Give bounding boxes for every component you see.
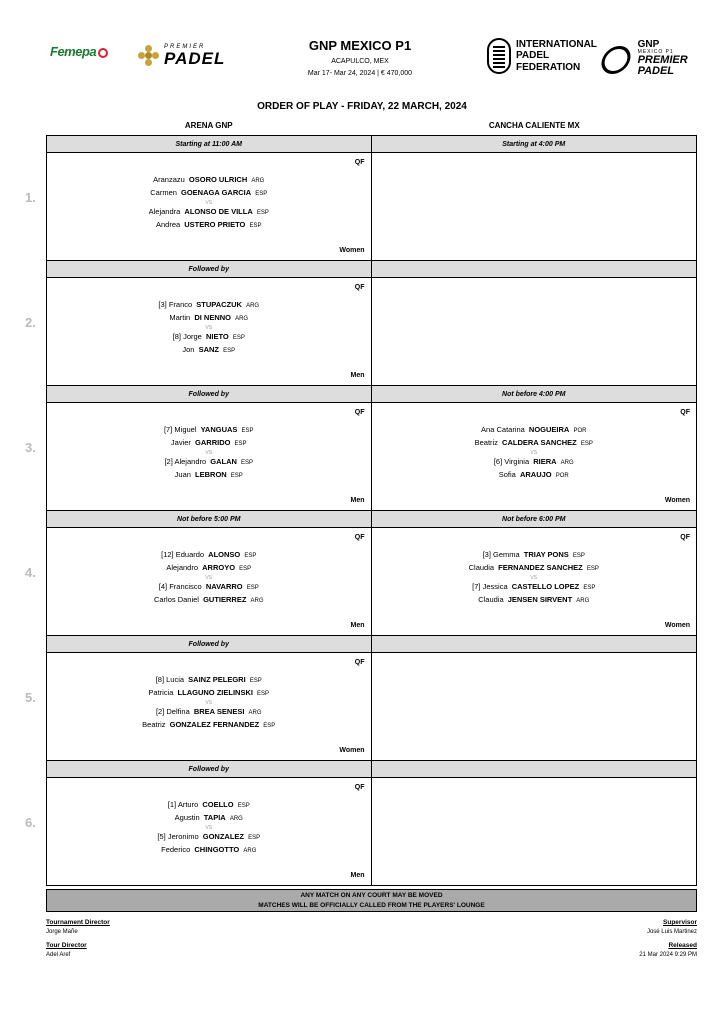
player-first-name: Beatriz <box>142 720 166 729</box>
player-seed: [12] <box>161 550 174 559</box>
player-first-name: Gemma <box>493 550 520 559</box>
player-surname: TRIAY PONS <box>523 550 569 559</box>
vs-label: VS <box>205 700 213 706</box>
player-surname: YANGUAS <box>200 425 238 434</box>
player <box>372 456 697 469</box>
premier-padel-star-icon <box>138 45 160 67</box>
player <box>47 312 371 325</box>
player-surname: ALONSO DE VILLA <box>184 207 253 216</box>
vs-label: VS <box>205 450 213 456</box>
match-row <box>25 510 697 635</box>
tournament-dates-prize: Mar 17- Mar 24, 2024 | € 470,000 <box>307 70 413 77</box>
player-surname: ARROYO <box>202 563 236 572</box>
match-round: QF <box>354 534 365 541</box>
court-header-2: CANCHA CALIENTE MX <box>488 121 580 130</box>
player-nationality: ESP <box>256 210 269 216</box>
notice-line-2: MATCHES WILL BE OFFICIALLY CALLED FROM THE PLAYERS' LOUNGE <box>258 902 485 909</box>
match-category: Men <box>350 497 365 504</box>
player-nationality: ESP <box>223 348 236 354</box>
start-time-label: Followed by <box>47 386 372 402</box>
player <box>47 687 371 700</box>
tournament-director <box>46 919 110 935</box>
player <box>47 562 371 575</box>
match-category: Women <box>664 497 690 504</box>
notice-line-1: ANY MATCH ON ANY COURT MAY BE MOVED <box>300 892 443 899</box>
player-first-name: Delfina <box>166 707 190 716</box>
player <box>372 594 697 607</box>
match-category: Men <box>350 872 365 879</box>
player-seed: [6] <box>493 457 503 466</box>
player <box>47 719 371 732</box>
player-nationality: ESP <box>237 803 250 809</box>
player-first-name: Aranzazu <box>153 175 185 184</box>
time-bar <box>47 636 696 653</box>
match-row <box>25 385 697 510</box>
supervisor <box>647 919 697 935</box>
player-surname: LEBRON <box>195 470 227 479</box>
match-players <box>47 674 371 732</box>
player-surname: TAPIA <box>203 813 226 822</box>
vs-label: VS <box>205 325 213 331</box>
femepa-logo <box>50 44 108 59</box>
tour-director <box>46 942 87 958</box>
player-nationality: ESP <box>239 566 252 572</box>
player-first-name: Claudia <box>478 595 504 604</box>
player-surname: LLAGUNO ZIELINSKI <box>177 688 253 697</box>
player-seed: [7] <box>163 425 173 434</box>
fip-logo <box>487 38 597 74</box>
tournament-name: GNP MEXICO P1 <box>308 38 412 53</box>
row-number: 5. <box>25 690 36 705</box>
player-surname: NAVARRO <box>205 582 243 591</box>
player <box>47 812 371 825</box>
court-header-1: ARENA GNP <box>184 121 233 130</box>
player-nationality: ESP <box>232 335 245 341</box>
gnp-text: GNP <box>637 39 660 50</box>
player-nationality: ESP <box>248 835 261 841</box>
player-first-name: Francisco <box>169 582 202 591</box>
start-time-label: Starting at 11:00 AM <box>47 136 372 152</box>
player-surname: RIERA <box>533 457 557 466</box>
match-category: Men <box>350 622 365 629</box>
tournament-location: ACAPULCO, MEX <box>331 58 389 65</box>
tournament-director-label: Tournament Director <box>46 919 110 926</box>
premier-padel-logo <box>138 44 225 67</box>
player-seed: [2] <box>164 457 173 466</box>
premier-big-text: PADEL <box>164 49 226 68</box>
player-seed: [5] <box>157 832 166 841</box>
player <box>47 206 371 219</box>
match-players <box>47 549 371 607</box>
match-round: QF <box>354 159 365 166</box>
femepa-swirl-icon <box>98 48 108 58</box>
match-rows <box>25 135 697 886</box>
player-first-name: Sofia <box>498 470 516 479</box>
player-surname: CHINGOTTO <box>194 845 240 854</box>
player-surname: NIETO <box>205 332 229 341</box>
player-nationality: ARG <box>235 316 249 322</box>
time-bar <box>47 761 696 778</box>
tournament-header <box>285 38 435 77</box>
match-players <box>47 174 371 232</box>
match-row <box>25 635 697 760</box>
match-round: QF <box>354 409 365 416</box>
player-surname: ALONSO <box>208 550 241 559</box>
player-surname: GOENAGA GARCIA <box>181 188 252 197</box>
match-cell <box>372 528 697 635</box>
player-nationality: ARG <box>229 816 243 822</box>
player-surname: CASTELLO LOPEZ <box>511 582 580 591</box>
match-round: QF <box>354 659 365 666</box>
row-number: 1. <box>25 190 36 205</box>
player-first-name: Agustin <box>174 813 200 822</box>
player-first-name: Alejandro <box>174 457 207 466</box>
premier-small-text: PREMIER <box>164 44 206 50</box>
player-first-name: Alejandro <box>166 563 199 572</box>
start-time-label: Followed by <box>47 261 372 277</box>
player-nationality: ESP <box>583 585 596 591</box>
player-seed: [3] <box>158 300 167 309</box>
row-number: 4. <box>25 565 36 580</box>
match-round: QF <box>680 534 690 541</box>
player-first-name: Alejandra <box>148 207 181 216</box>
player <box>47 594 371 607</box>
player-first-name: Patricia <box>148 688 174 697</box>
start-time-label: Not before 6:00 PM <box>502 516 566 523</box>
player-nationality: POR <box>555 473 569 479</box>
player <box>372 437 697 450</box>
row-number: 6. <box>25 815 36 830</box>
player-nationality: ESP <box>257 691 270 697</box>
player-seed: [4] <box>158 582 168 591</box>
time-bar <box>47 261 696 278</box>
start-time-label <box>372 761 697 777</box>
player <box>372 469 697 482</box>
time-bar <box>47 511 696 528</box>
player-surname: DI NENNO <box>194 313 231 322</box>
player-nationality: ARG <box>248 710 262 716</box>
match-players <box>372 549 697 607</box>
player-nationality: ARG <box>243 848 257 854</box>
player-surname: GARRIDO <box>195 438 231 447</box>
player-surname: STUPACZUK <box>196 300 242 309</box>
gnp-logo <box>596 40 724 77</box>
player <box>47 674 371 687</box>
player-nationality: ARG <box>560 460 574 466</box>
order-of-play-title: ORDER OF PLAY - FRIDAY, 22 MARCH, 2024 <box>257 101 467 112</box>
start-time-label: Followed by <box>47 636 372 652</box>
player-first-name: Carmen <box>150 188 177 197</box>
padel-ball-icon <box>487 38 511 74</box>
player-first-name: Eduardo <box>175 550 205 559</box>
player-first-name: Jessica <box>482 582 508 591</box>
match-cell <box>47 653 372 760</box>
player <box>47 437 371 450</box>
time-bar <box>47 136 696 153</box>
player-nationality: ESP <box>580 441 593 447</box>
player <box>47 344 371 357</box>
player-surname: GONZALEZ <box>202 832 245 841</box>
player <box>372 424 697 437</box>
supervisor-name: José Luis Martinez <box>646 929 697 935</box>
start-time-label <box>372 261 697 277</box>
player-seed: [2] <box>155 707 165 716</box>
vs-label: VS <box>205 575 213 581</box>
order-of-play-grid <box>25 117 697 886</box>
player <box>372 581 697 594</box>
vs-label: VS <box>205 825 213 831</box>
player <box>47 187 371 200</box>
player-nationality: ESP <box>234 441 247 447</box>
match-cell <box>47 153 372 260</box>
player-first-name: Jeronimo <box>167 832 199 841</box>
player-surname: GALAN <box>210 457 237 466</box>
tour-director-name: Adel Aref <box>46 952 71 958</box>
racket-icon <box>596 42 635 76</box>
match-row <box>25 260 697 385</box>
player-seed: [8] <box>155 675 165 684</box>
gnp-premier-text: PREMIER PADEL <box>637 54 688 77</box>
player-nationality: POR <box>573 428 587 434</box>
player-first-name: Claudia <box>468 563 495 572</box>
match-category: Women <box>339 247 365 254</box>
player-surname: CALDERA SANCHEZ <box>502 438 577 447</box>
time-bar <box>47 386 696 403</box>
released-timestamp: 21 Mar 2024 9:29 PM <box>639 952 697 958</box>
fip-line-2: PADEL <box>516 50 550 62</box>
player-nationality: ESP <box>255 191 268 197</box>
player-surname: USTERO PRIETO <box>184 220 246 229</box>
player-seed: [1] <box>167 800 177 809</box>
vs-label: VS <box>530 575 538 581</box>
released <box>639 942 697 958</box>
femepa-logo-text: Femepa <box>50 44 97 59</box>
player <box>47 831 371 844</box>
start-time-label: Followed by <box>47 761 372 777</box>
start-time-label <box>372 636 697 652</box>
player-first-name: Juan <box>174 470 191 479</box>
player <box>47 469 371 482</box>
tournament-director-name: Jorge Mañe <box>46 929 78 935</box>
match-round: QF <box>354 784 365 791</box>
supervisor-label: Supervisor <box>663 919 697 926</box>
released-label: Released <box>668 942 697 949</box>
vs-label: VS <box>205 200 213 206</box>
match-category: Women <box>664 622 690 629</box>
player <box>47 549 371 562</box>
player-first-name: Andrea <box>155 220 181 229</box>
match-players <box>47 299 371 357</box>
match-row <box>25 760 697 886</box>
player-surname: FERNANDEZ SANCHEZ <box>498 563 583 572</box>
match-cell <box>372 153 697 260</box>
row-number: 2. <box>25 315 36 330</box>
player-surname: GUTIERREZ <box>203 595 247 604</box>
player-first-name: Virginia <box>504 457 530 466</box>
player-nationality: ESP <box>230 473 243 479</box>
start-time-label: Not before 5:00 PM <box>47 511 372 527</box>
player <box>47 174 371 187</box>
match-cell <box>47 278 372 385</box>
notice-banner <box>46 889 697 912</box>
player-nationality: ESP <box>241 460 254 466</box>
player-nationality: ESP <box>572 553 585 559</box>
match-round: QF <box>354 284 365 291</box>
player <box>47 456 371 469</box>
player-nationality: ARG <box>251 178 265 184</box>
player-nationality: ARG <box>250 598 264 604</box>
match-cell <box>372 778 697 885</box>
player-first-name: Lucia <box>166 675 185 684</box>
player <box>47 299 371 312</box>
player-first-name: Franco <box>168 300 193 309</box>
player-surname: JENSEN SIRVENT <box>507 595 573 604</box>
vs-label: VS <box>530 450 538 456</box>
match-cell <box>372 653 697 760</box>
tour-director-label: Tour Director <box>46 942 87 949</box>
player-nationality: ESP <box>249 678 262 684</box>
player-first-name: Carlos Daniel <box>153 595 199 604</box>
player-first-name: Jorge <box>183 332 202 341</box>
player-surname: SAINZ PELEGRI <box>188 675 246 684</box>
match-category: Men <box>350 372 365 379</box>
start-time-label: Not before 4:00 PM <box>502 391 566 398</box>
player-first-name: Beatriz <box>474 438 498 447</box>
match-cell <box>47 403 372 510</box>
player <box>372 549 697 562</box>
player-first-name: Arturo <box>177 800 199 809</box>
player-first-name: Jon <box>182 345 195 354</box>
player-nationality: ESP <box>263 723 276 729</box>
match-category: Women <box>339 747 365 754</box>
player-seed: [8] <box>172 332 181 341</box>
player-surname: NOGUEIRA <box>528 425 570 434</box>
match-row <box>25 135 697 260</box>
fip-line-3: FEDERATION <box>516 61 581 73</box>
player-surname: COELLO <box>202 800 234 809</box>
match-players <box>47 424 371 482</box>
player-surname: SANZ <box>198 345 219 354</box>
player-first-name: Ana Catarina <box>481 425 525 434</box>
player-nationality: ARG <box>246 303 260 309</box>
player <box>47 219 371 232</box>
match-cell <box>47 528 372 635</box>
player-seed: [7] <box>472 582 481 591</box>
player <box>47 706 371 719</box>
player-surname: ARAUJO <box>519 470 552 479</box>
start-time-label: Starting at 4:00 PM <box>502 141 566 148</box>
player-nationality: ESP <box>249 223 262 229</box>
court-headers <box>46 117 697 135</box>
player-nationality: ESP <box>586 566 599 572</box>
player-surname: GONZALEZ FERNANDEZ <box>169 720 260 729</box>
row-number: 3. <box>25 440 36 455</box>
player-nationality: ESP <box>244 553 257 559</box>
player <box>47 331 371 344</box>
player <box>47 424 371 437</box>
player-first-name: Javier <box>170 438 191 447</box>
match-round: QF <box>680 409 690 416</box>
match-players <box>372 424 697 482</box>
player <box>372 562 697 575</box>
player-first-name: Federico <box>161 845 191 854</box>
player <box>47 844 371 857</box>
player-nationality: ESP <box>241 428 254 434</box>
player-first-name: Martin <box>169 313 191 322</box>
player-surname: OSORO ULRICH <box>188 175 248 184</box>
player-nationality: ESP <box>246 585 259 591</box>
match-cell <box>372 278 697 385</box>
match-cell <box>47 778 372 885</box>
match-players <box>47 799 371 857</box>
player-nationality: ARG <box>576 598 590 604</box>
player <box>47 581 371 594</box>
gnp-subtext: MEXICO P1 <box>637 49 674 55</box>
player-first-name: Miguel <box>174 425 197 434</box>
match-cell <box>372 403 697 510</box>
player-surname: BREA SENESI <box>193 707 245 716</box>
player <box>47 799 371 812</box>
fip-line-1: INTERNATIONAL <box>516 38 597 50</box>
player-seed: [3] <box>482 550 491 559</box>
